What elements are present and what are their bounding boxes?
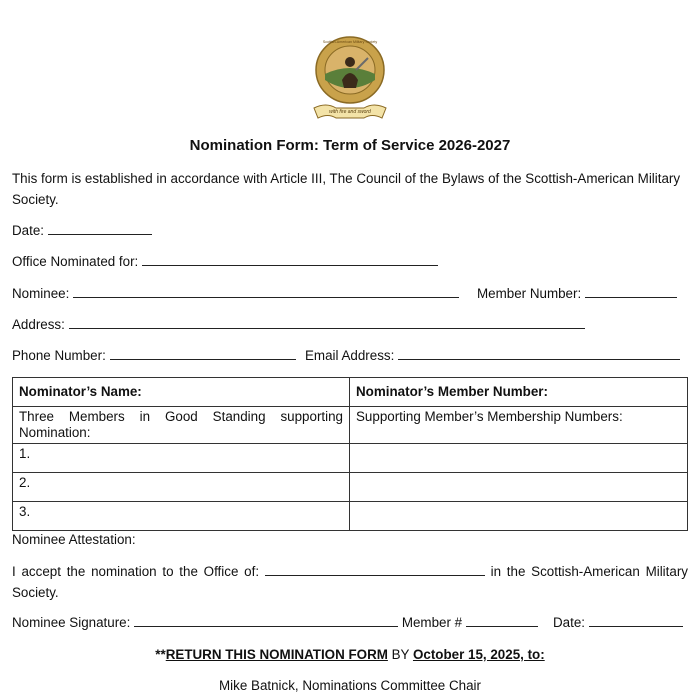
member-number-row	[477, 286, 677, 301]
acceptance-paragraph	[12, 561, 688, 603]
nominee-field[interactable]	[73, 287, 459, 298]
office-field[interactable]	[142, 255, 438, 266]
supporting-header-row	[13, 407, 688, 444]
supporting-label: Three Members in Good Standing supporting Nomination:	[13, 407, 350, 444]
nominee-row	[12, 286, 459, 301]
signature-field[interactable]	[134, 616, 398, 627]
date-label: Date:	[12, 223, 45, 238]
date-row	[12, 223, 152, 238]
attestation-heading: Nominee Attestation:	[12, 532, 136, 547]
member-number-label: Member Number:	[477, 286, 582, 301]
supporter-3-number-cell[interactable]	[350, 502, 688, 531]
email-field[interactable]	[398, 349, 680, 360]
society-logo	[306, 34, 394, 124]
return-text: RETURN THIS NOMINATION FORM	[165, 647, 388, 662]
nominator-name-header[interactable]: Nominator’s Name:	[13, 378, 350, 407]
supporting-numbers-label: Supporting Member’s Membership Numbers:	[350, 407, 688, 444]
seal-ring-text: Scottish-American Military Society	[322, 40, 378, 44]
signature-member-field[interactable]	[466, 616, 538, 627]
committee-chair: Mike Batnick, Nominations Committee Chair	[219, 678, 481, 693]
supporter-2-name-cell[interactable]: 2.	[13, 473, 350, 502]
supporter-3-name-cell[interactable]: 3.	[13, 502, 350, 531]
phone-row	[12, 348, 296, 363]
acceptance-prefix: I accept the nomination to the Office of:	[12, 564, 260, 579]
table-header-row	[13, 378, 688, 407]
table-row	[13, 502, 688, 531]
nominator-member-header[interactable]: Nominator’s Member Number:	[350, 378, 688, 407]
form-title: Nomination Form: Term of Service 2026-2027	[189, 137, 511, 154]
table-row	[13, 444, 688, 473]
acceptance-suffix: in the Scottish-American Military Society.	[12, 564, 688, 600]
signature-label: Nominee Signature:	[12, 615, 131, 630]
office-row	[12, 254, 438, 269]
address-field[interactable]	[69, 318, 585, 329]
phone-label: Phone Number:	[12, 348, 106, 363]
supporter-1-number-cell[interactable]	[350, 444, 688, 473]
office-of-field[interactable]	[265, 565, 485, 576]
supporter-1-name-cell[interactable]: 1.	[13, 444, 350, 473]
supporter-2-number-cell[interactable]	[350, 473, 688, 502]
address-label: Address:	[12, 317, 65, 332]
return-stars: **	[155, 647, 166, 662]
signature-date-row	[553, 615, 683, 630]
office-label: Office Nominated for:	[12, 254, 139, 269]
intro-paragraph: This form is established in accordance with Article III, The Council of the Bylaws of the Scottish-American Military Society.	[12, 171, 681, 207]
phone-field[interactable]	[110, 349, 296, 360]
date-field[interactable]	[48, 224, 152, 235]
logo-motto: with fire and sword	[329, 109, 371, 115]
email-label: Email Address:	[305, 348, 395, 363]
nominee-label: Nominee:	[12, 286, 70, 301]
member-number-field[interactable]	[585, 287, 677, 298]
email-row	[305, 348, 680, 363]
nominator-table	[12, 377, 688, 531]
signature-date-field[interactable]	[589, 616, 683, 627]
address-row	[12, 317, 585, 332]
signature-row	[12, 615, 538, 630]
return-deadline: October 15, 2025, to:	[412, 647, 545, 662]
return-instructions	[0, 647, 700, 662]
signature-date-label: Date:	[553, 615, 586, 630]
member-hash-label: Member #	[401, 615, 463, 630]
return-by: BY	[387, 647, 413, 662]
table-row	[13, 473, 688, 502]
